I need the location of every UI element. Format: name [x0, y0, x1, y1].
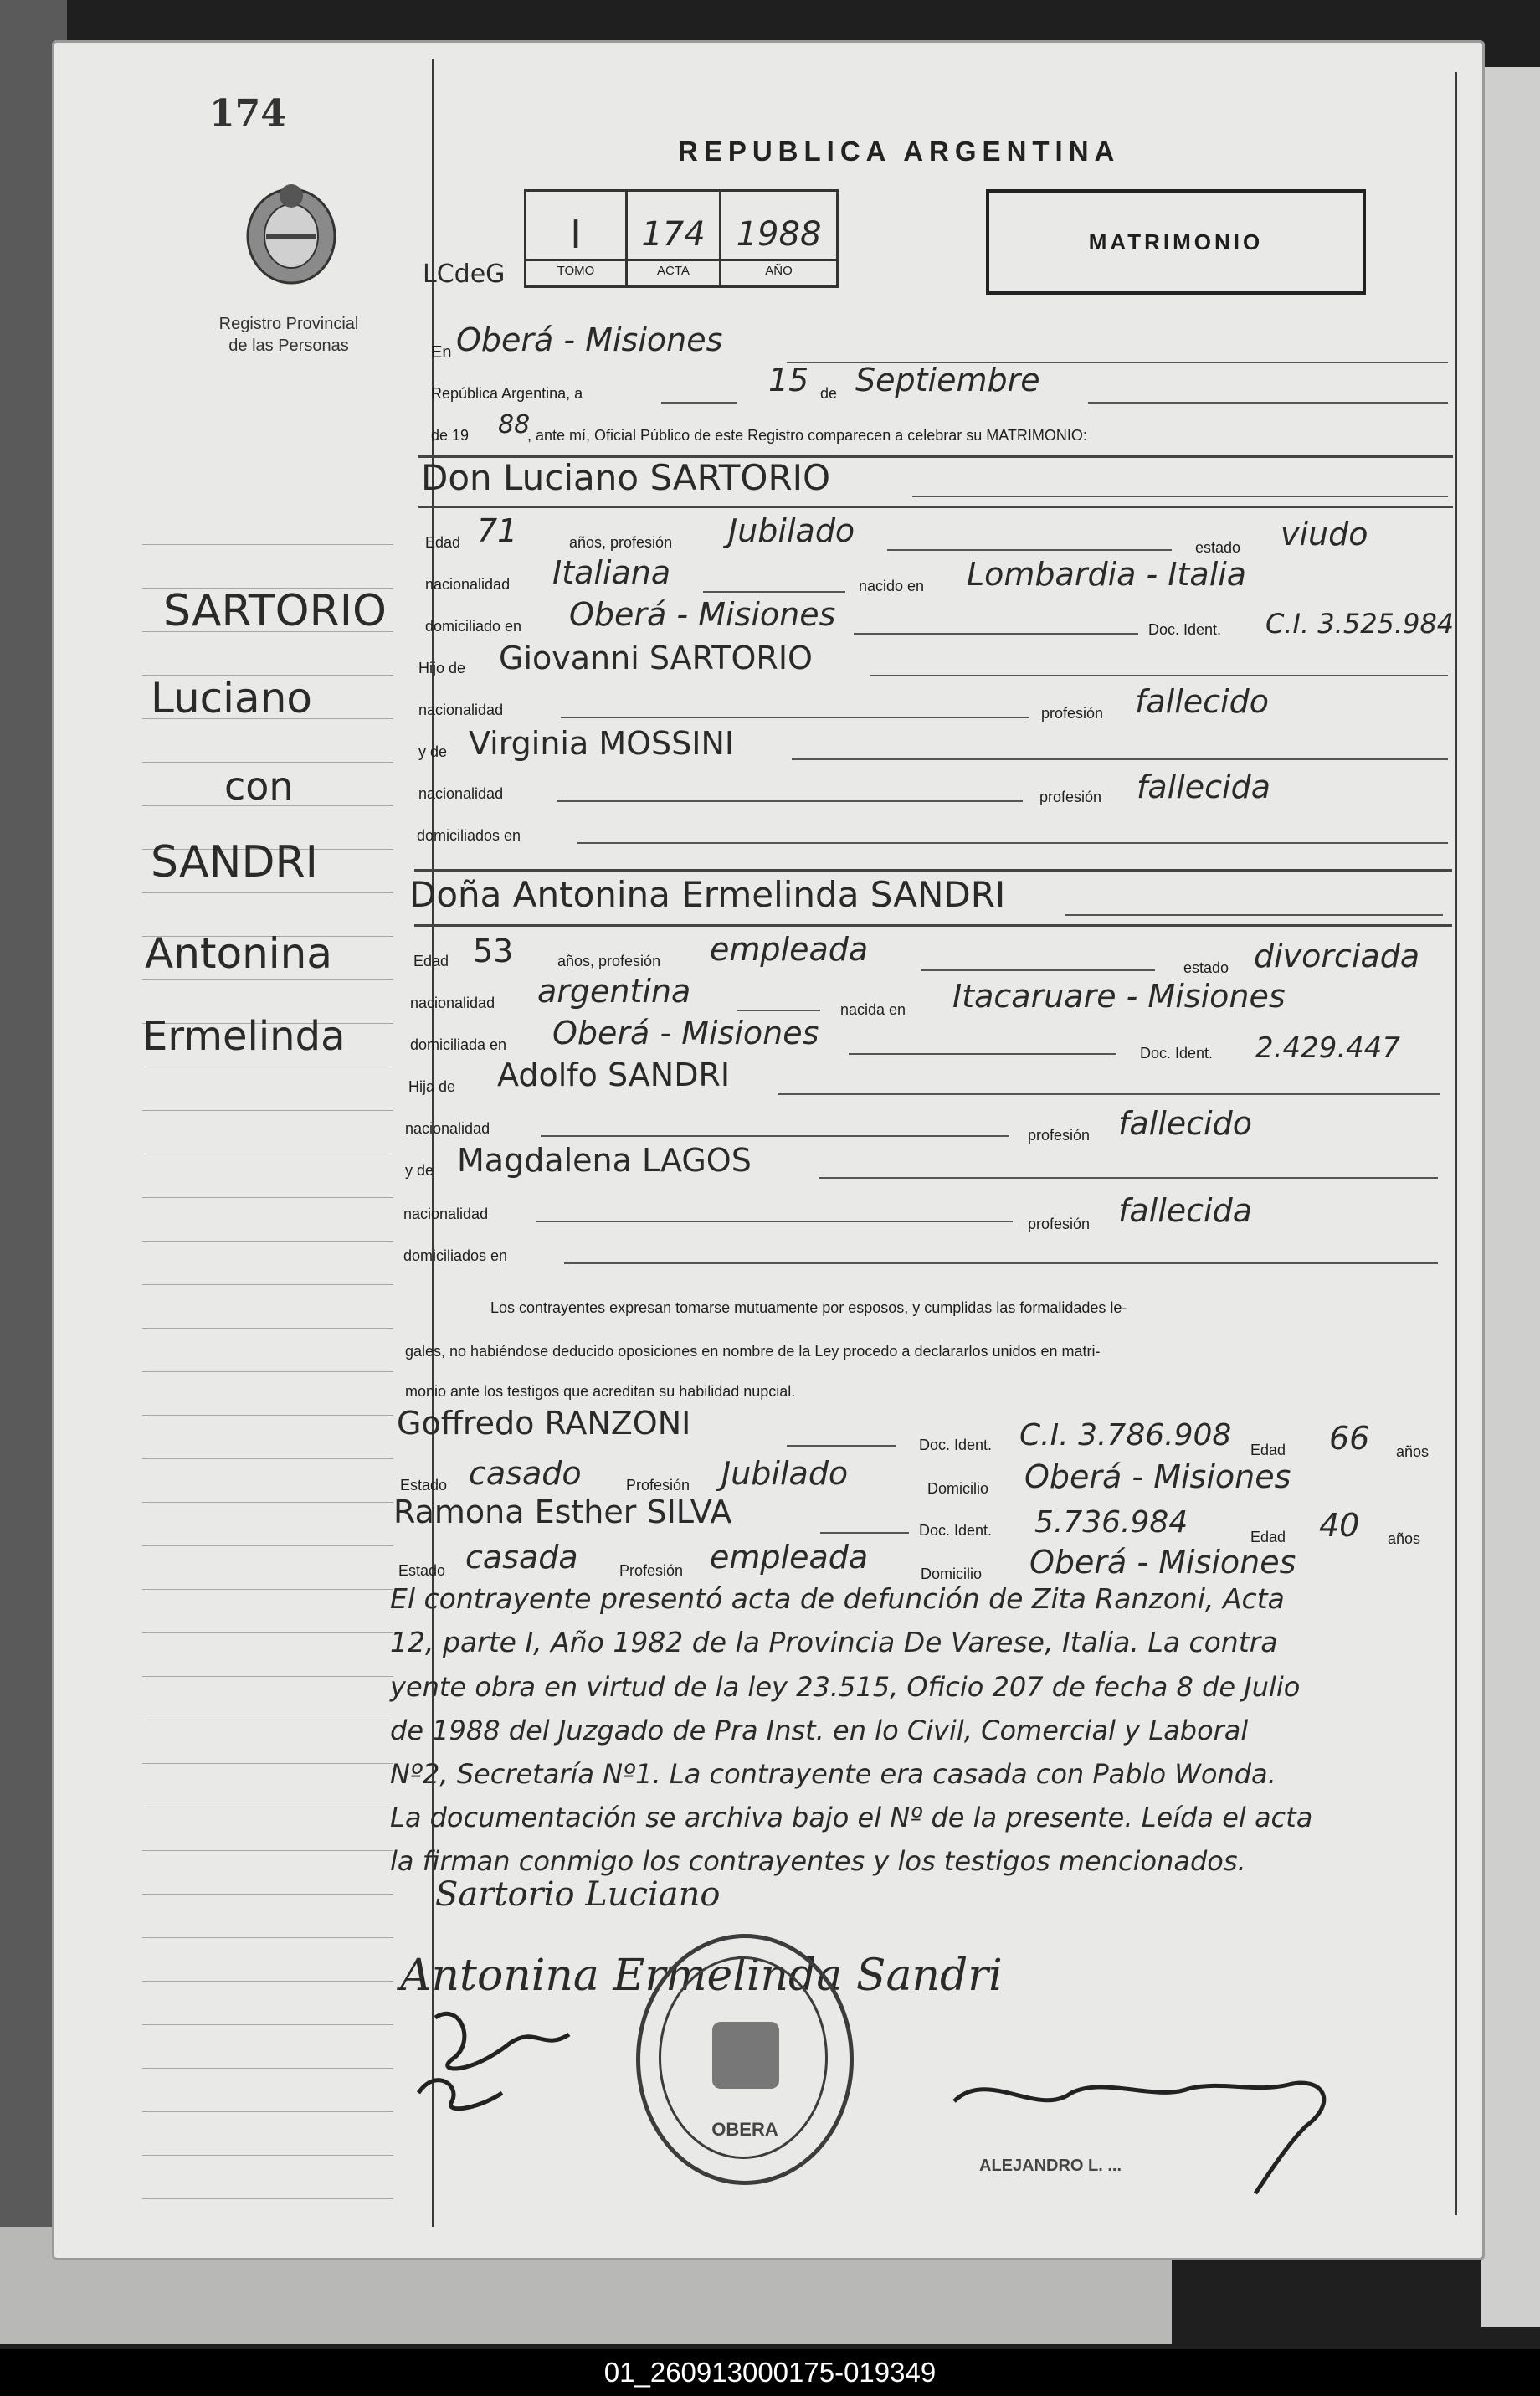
margin-ruling-line — [142, 1894, 393, 1895]
groom-profession: Jubilado — [728, 512, 855, 549]
column-divider — [432, 59, 434, 2227]
margin-surname-bride: SANDRI — [151, 837, 318, 887]
witness-signature-scribble — [402, 1992, 603, 2118]
groom-mother: Virginia MOSSINI — [469, 725, 735, 762]
witness2-address: Oberá - Misiones — [1029, 1544, 1296, 1581]
bride-father: Adolfo SANDRI — [497, 1057, 731, 1093]
witness2-status: casada — [465, 1539, 578, 1576]
witness1-doc: C.I. 3.786.908 — [1019, 1418, 1232, 1453]
tomo-acta-ano-box — [524, 189, 839, 288]
margin-middlename-bride: Ermelinda — [142, 1013, 346, 1060]
witness1-address-label: Domicilio — [927, 1480, 989, 1497]
bride-profession: empleada — [710, 931, 869, 968]
margin-firstname-bride: Antonina — [145, 929, 332, 978]
groom-nationality-label: nacionalidad — [425, 576, 511, 593]
tomo-label: TOMO — [557, 264, 595, 278]
note-line-1: El contrayente presentó acta de defunción de Zita Ranzoni, Acta — [390, 1582, 1285, 1615]
margin-ruling-line — [142, 1589, 393, 1590]
note-line-3: yente obra en virtud de la ley 23.515, Oficio 207 de fecha 8 de Julio — [390, 1671, 1301, 1703]
witness1-profession-label: Profesión — [626, 1477, 690, 1494]
margin-ruling-line — [142, 892, 393, 893]
groom-doc: C.I. 3.525.984 — [1265, 608, 1455, 640]
declaration-line-1: Los contrayentes expresan tomarse mutuamente por esposos, y cumplidas las formalidades le- — [490, 1299, 1127, 1316]
ano-label: AÑO — [765, 264, 793, 278]
margin-ruling-line — [142, 544, 393, 545]
ceremony-month: Septiembre — [855, 362, 1040, 398]
bride-address: Oberá - Misiones — [552, 1015, 819, 1051]
bride-nationality: argentina — [537, 973, 691, 1010]
bride-signature: Antonina Ermelinda Sandri — [400, 1951, 1003, 2001]
witness1-doc-label: Doc. Ident. — [919, 1437, 993, 1453]
groom-status-label: estado — [1195, 539, 1241, 556]
declaration-line-3: monio ante los testigos que acreditan su habilidad nupcial. — [405, 1383, 796, 1400]
bride-father-profession: fallecido — [1118, 1105, 1252, 1142]
witness2-age: 40 — [1319, 1507, 1360, 1544]
document-type-box — [986, 189, 1366, 295]
margin-ruling-line — [142, 2111, 393, 2112]
groom-mother-nationality-label: nacionalidad — [418, 785, 504, 802]
margin-ruling-line — [142, 1981, 393, 1982]
margin-ruling-line — [142, 1284, 393, 1285]
groom-father-profession-label: profesión — [1041, 705, 1104, 722]
groom-mother-profession: fallecida — [1137, 769, 1271, 805]
margin-ruling-line — [142, 2024, 393, 2025]
registry-name: Registro Provincial de las Personas — [218, 315, 359, 355]
groom-birthplace-label: nacido en — [859, 578, 925, 594]
country-heading: REPUBLICA ARGENTINA — [678, 136, 1121, 167]
bride-age: 53 — [473, 933, 514, 969]
groom-mother-profession-label: profesión — [1040, 789, 1102, 805]
margin-ruling-line — [142, 1850, 393, 1851]
bride-status-label: estado — [1183, 959, 1229, 976]
groom-mother-label: y de — [418, 743, 448, 760]
witness2-age-label: Edad — [1250, 1529, 1286, 1545]
margin-surname-groom: SARTORIO — [163, 586, 387, 636]
groom-father-nationality-label: nacionalidad — [418, 702, 504, 718]
witness1-age-label: Edad — [1250, 1442, 1286, 1458]
image-identifier: 01_260913000175-019349 — [603, 2357, 937, 2388]
margin-ruling-line — [142, 2155, 393, 2156]
bride-birthplace-label: nacida en — [840, 1001, 906, 1018]
witness1-years-label: años — [1396, 1443, 1430, 1460]
en-label: En — [431, 343, 452, 362]
officer-name-stamp: ALEJANDRO L. ... — [979, 2157, 1122, 2175]
bride-status: divorciada — [1254, 938, 1420, 974]
margin-ruling-line — [142, 2198, 393, 2199]
bride-nationality-label: nacionalidad — [410, 995, 495, 1011]
ceremony-place: Oberá - Misiones — [456, 321, 723, 358]
de-label: de — [820, 385, 838, 402]
witness2-years-label: años — [1388, 1530, 1421, 1547]
margin-ruling-line — [142, 1763, 393, 1764]
margin-ruling-line — [142, 1241, 393, 1242]
witness1-status-label: Estado — [400, 1477, 448, 1494]
groom-father-label: Hijo de — [418, 660, 466, 676]
note-line-4: de 1988 del Juzgado de Pra Inst. en lo Civil, Comercial y Laboral — [390, 1715, 1249, 1746]
margin-conjunction: con — [224, 764, 294, 809]
stamp-emblem — [712, 2022, 779, 2089]
witness1-address: Oberá - Misiones — [1024, 1458, 1291, 1495]
witness1-name: Goffredo RANZONI — [397, 1405, 691, 1442]
witness2-name: Ramona Esther SILVA — [393, 1494, 732, 1530]
acta-value: 174 — [641, 215, 706, 254]
margin-ruling-line — [142, 1632, 393, 1633]
lc-prefix: LCdeG — [423, 260, 506, 289]
groom-signature: Sartorio Luciano — [435, 1875, 721, 1914]
coat-of-arms-emblem — [241, 177, 341, 286]
witness2-profession: empleada — [710, 1539, 869, 1576]
groom-status: viudo — [1281, 516, 1368, 553]
margin-ruling-line — [142, 1676, 393, 1677]
official-stamp — [636, 1934, 854, 2185]
note-line-5: Nº2, Secretaría Nº1. La contrayente era casada con Pablo Wonda. — [390, 1758, 1276, 1790]
groom-name: Don Luciano SARTORIO — [421, 457, 831, 498]
groom-nationality: Italiana — [552, 554, 671, 591]
witness1-age: 66 — [1329, 1420, 1370, 1457]
bride-mother: Magdalena LAGOS — [457, 1142, 752, 1179]
witness2-doc: 5.736.984 — [1034, 1505, 1188, 1540]
bride-parents-address-label: domiciliados en — [403, 1247, 508, 1264]
note-line-6: La documentación se archiva bajo el Nº de la presente. Leída el acta — [390, 1802, 1313, 1833]
groom-age-label: Edad — [425, 534, 461, 551]
groom-age: 71 — [477, 512, 518, 549]
witness2-profession-label: Profesión — [619, 1562, 684, 1579]
margin-ruling-line — [142, 762, 393, 763]
bride-doc: 2.429.447 — [1255, 1031, 1401, 1065]
document-type: MATRIMONIO — [1088, 229, 1264, 255]
bride-address-label: domiciliada en — [410, 1036, 507, 1053]
margin-ruling-line — [142, 1415, 393, 1416]
adjacent-page-edge — [1481, 67, 1540, 2327]
bride-mother-profession-label: profesión — [1028, 1216, 1091, 1232]
bride-profession-label: años, profesión — [557, 953, 661, 969]
bride-doc-label: Doc. Ident. — [1140, 1045, 1214, 1062]
groom-parents-address-label: domiciliados en — [417, 827, 521, 844]
margin-ruling-line — [142, 1110, 393, 1111]
bride-name: Doña Antonina Ermelinda SANDRI — [409, 874, 1006, 915]
margin-ruling-line — [142, 1371, 393, 1372]
witness2-doc-label: Doc. Ident. — [919, 1522, 993, 1539]
bride-mother-nationality-label: nacionalidad — [403, 1206, 489, 1222]
year-suffix: 88 — [498, 410, 531, 440]
margin-ruling-line — [142, 1545, 393, 1546]
acta-label: ACTA — [657, 264, 690, 278]
witness1-status: casado — [469, 1455, 582, 1492]
tomo-value: I — [570, 212, 582, 257]
bride-father-nationality-label: nacionalidad — [405, 1120, 490, 1137]
stamp-text: OBERA — [711, 2119, 778, 2140]
witness2-address-label: Domicilio — [921, 1566, 983, 1582]
margin-ruling-line — [142, 979, 393, 980]
officer-signature — [937, 2068, 1373, 2202]
bride-father-label: Hija de — [408, 1078, 456, 1095]
margin-firstname-groom: Luciano — [151, 674, 312, 722]
year-prefix: de 19 — [431, 427, 470, 444]
margin-ruling-line — [142, 2068, 393, 2069]
margin-ruling-line — [142, 1937, 393, 1938]
intro-statement: , ante mí, Oficial Público de este Registro comparecen a celebrar su MATRIMONIO: — [527, 427, 1087, 444]
margin-ruling-line — [142, 1458, 393, 1459]
margin-ruling-line — [142, 1197, 393, 1198]
note-line-2: 12, parte I, Año 1982 de la Provincia De Varese, Italia. La contra — [390, 1626, 1278, 1658]
bride-mother-label: y de — [405, 1162, 434, 1179]
groom-address-label: domiciliado en — [425, 618, 522, 635]
margin-ruling-line — [142, 1502, 393, 1503]
republic-label: República Argentina, a — [431, 385, 583, 402]
bride-age-label: Edad — [413, 953, 449, 969]
page-right-border — [1455, 72, 1457, 2215]
groom-doc-label: Doc. Ident. — [1148, 621, 1222, 638]
note-line-7: la firman conmigo los contrayentes y los testigos mencionados. — [390, 1845, 1246, 1877]
groom-father: Giovanni SARTORIO — [499, 640, 813, 676]
margin-ruling-line — [142, 1328, 393, 1329]
ceremony-day: 15 — [768, 362, 809, 398]
declaration-line-2: gales, no habiéndose deducido oposiciones en nombre de la Ley procedo a declararlos unidos en matri- — [405, 1343, 1101, 1360]
bride-mother-profession: fallecida — [1118, 1192, 1253, 1229]
groom-father-profession: fallecido — [1135, 683, 1269, 720]
bride-birthplace: Itacaruare - Misiones — [952, 978, 1286, 1015]
groom-profession-label: años, profesión — [569, 534, 673, 551]
groom-birthplace: Lombardia - Italia — [967, 556, 1247, 593]
witness1-profession: Jubilado — [721, 1455, 849, 1492]
page-number: 174 — [209, 92, 286, 135]
bride-father-profession-label: profesión — [1028, 1127, 1091, 1144]
witness2-status-label: Estado — [398, 1562, 446, 1579]
ano-value: 1988 — [736, 215, 822, 254]
groom-address: Oberá - Misiones — [569, 596, 836, 633]
